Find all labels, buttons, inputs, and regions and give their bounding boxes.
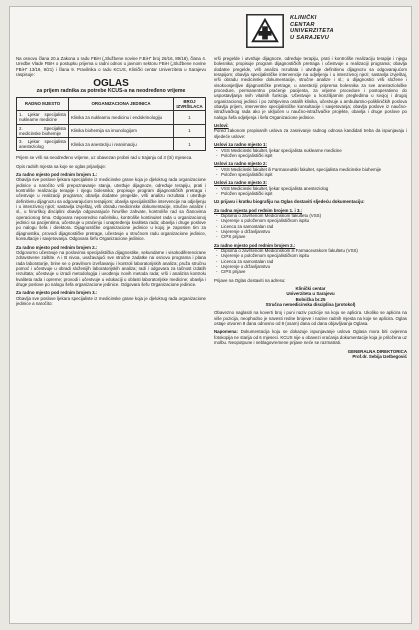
- list-item: - Diploma o završenom Medicinskom fakultetu (VSS): [221, 213, 407, 218]
- rm1-heading: Za radno mjesto pod rednim brojem 1.:: [16, 172, 98, 178]
- list-item: - CIPS prijave: [221, 269, 407, 274]
- uslovi-2-heading: Uslovi za radno mjesto 2:: [214, 161, 267, 167]
- table-row: [17, 137, 206, 150]
- cell-broj: 1: [174, 124, 206, 137]
- header-broj-izvrsilaca: BROJ IZVRŠILACA: [174, 97, 206, 110]
- list-item: - Diploma o završenom Medicinskom ili Farmaceutskom fakultetu (VSS): [221, 248, 407, 253]
- rm1-description: Obavlja sve poslove ljekara specijaliste iz medicinske grane koja je djelokrug rada organizacione jedinice u naročito vrši prepoznavanje stanja, utvrđuje dijagnoze, određuje terapiju, prati i kontroliše realizaciju terapije i njegu bolesnika; propisuje program dijagnostičkih pretraga i učestvuje u realizaciji programa; obavlja dodatne pregelde, vrši analizu rezultata i utvrđuje definitivnu dijagnozu sa odgovarajućom terapijom; obavlja specijalističke intervencije na odjeljenju i u intenzivnoj njezi; sastavlja izvještaj, vrši obradu medicinske dokumentacije, stručne analize i sl., u hirurškoj disciplini obavlja odgovarajuće hirurške zahvate, kontroliše rad sa članovima operacionog tima. Odgovara neposredno načelniku, kontroliše kontinuitet rada u organizacionoj jedinici sa pacijentima, učestvuje u praćenju i unapređenju kvaliteta rada; obavlja i druge poslove po nalogu šefa i direktora. Dijagnostičke organizacione jedinice u kojoj je zaposlen tim za dijagnostiku, provodi dijagnostičke pretrage, učestvuje u stručnom radu organizacione jedinice, konsultacije i savjetovanja. Odgovara šefu Organizacione jedinice.: [16, 177, 206, 242]
- kcus-logo: [246, 12, 376, 52]
- rm2-heading: Za radno mjesto pod rednim brojem 2.:: [16, 244, 98, 250]
- list-item: - Licenca za samostalan rad: [221, 224, 407, 229]
- cell-mjesto: [17, 124, 69, 137]
- header-radno-mjesto: RADNO MJESTO: [17, 97, 69, 110]
- dokumentacija-heading: Uz prijavu i kratku biografiju na Oglas dostaviti sljedeću dokumentaciju:: [214, 199, 365, 205]
- list-item: - Uvjerenje o položenom specijalističkom ispitu: [221, 253, 407, 258]
- logo-line-1: KLINIČKI: [290, 15, 317, 21]
- mjesto-text: Specijalista medicinske biohemije: [19, 125, 66, 136]
- ad-title: OGLAS: [93, 78, 129, 90]
- uslovi-3-list: [214, 186, 407, 197]
- opis-heading: Opis radnih mjesta sa koje se oglas prijavljuje:: [16, 163, 107, 169]
- uslovi-2-list: [214, 167, 407, 178]
- uslovi-heading: Uslovi:: [214, 123, 229, 129]
- logo-line-4: U SARAJEVU: [290, 34, 330, 41]
- signature-name: Prof.dr. Sebija Izetbegović: [352, 353, 407, 359]
- cell-jedinica: Klinika biohemija sa imunologijom: [69, 124, 174, 137]
- predaja-paragraph: Prijave na Oglas dostaviti na adresu:: [214, 277, 286, 283]
- uslovi-3-heading: Uslovi za radno mjesto 3:: [214, 180, 267, 186]
- row-number: 2.: [19, 125, 23, 131]
- list-item: - VSS Medicinski fakultet, ljekar specijalista anesteziolog: [221, 186, 407, 191]
- list-item: - VSS Medicinski fakultet, ljekar specijalista nuklearne medicine: [221, 148, 407, 153]
- address-line: Univerziteta u Sarajevu: [286, 291, 335, 297]
- table-row: [17, 124, 206, 137]
- cell-jedinica: Klinika za nuklearnu medicinu i endokrinologiju: [69, 111, 174, 124]
- list-item: - Položen specijalistički ispit: [221, 172, 407, 177]
- uslovi-1-heading: Uslovi za radno mjesto 1:: [214, 142, 267, 148]
- logo-line-3: UNIVERZITETA: [290, 28, 334, 35]
- list-item: - CIPS prijave: [221, 234, 407, 239]
- cell-broj: 1: [174, 111, 206, 124]
- address-line: Stručna nemedicinska disciplina (protokol): [265, 302, 356, 308]
- list-item: - Položen specijalistički ispit: [221, 153, 407, 158]
- rok-paragraph: Obavezno naglasiti na koverti broj i puni naziv pozicije na koju se aplicira. Ukoliko se aplicira na više pozicija, neophodno je navesti redne brojeve i nazive radnih mjesta na koje se aplicira. Oglas ostaje otvoren 8 dana odnosno od 8 (osam) dana od dana objavljivanja Oglasa.: [214, 310, 407, 327]
- kcus-emblem-icon: [246, 14, 284, 48]
- rm3-continued: vrši pregelde i utvrđuje dijagnoze, određuje terapiju, prati i kontroliše realizaciju terapije i njegu bolesnika; propisuje program dijagnostičkih pretraga i učestvuje u realizaciji programa; obavlja dodatne pregelde, vrši analizu rezultata i utvrđuje definitivnu dijagnozu sa odgovarajućom terapijom; obavlja specijalističke intervencije na odjeljenju i u intenzivnoj njezi; sastavlja izvještaj, vrši obradu medicinske dokumentacije, stručne analize i sl.; u dijagnostici vrši složene i visokoosjetljive dijagnostičke pretrage, u anesteziji priprema bolesnika za sve anesteziološke procedure, permanentno praćenje pacijenta, za vrijeme procedure i postoperativno do uspostavljanja svih vitalnih funkcija. Učestvuje u konzilijarnim pregledima u svojoj i drugoj organizacionoj jedinici i po zahtjevima ostalih klinika, učestvuje u ambulantno-polikliničkih poslova obavlja prijem, interventne specijalističke konsultacije i savjetovanja; obavlja poslove iz naučno-istraživačkog rada ako je uključen u naučno-istraživačke projekte, obavlja i druge poslove po nalogu šefa odjeljenja i šefa Organizacione jedinice.: [214, 56, 407, 120]
- ad-subtitle: za prijem radnika za potrebe KCUS-a na neodređeno vrijeme: [36, 87, 186, 94]
- logo-text: [290, 15, 334, 41]
- dokumentacija-1-list: [214, 213, 407, 240]
- probni-rad-paragraph: Prijem se vrši na neodređeno vrijeme, uz obavezan probni rad u trajanju od 3 (tri) mjeseca.: [16, 155, 193, 161]
- mjesto-text: Ljekar specijalista nuklearne medicine: [19, 112, 66, 123]
- cell-jedinica: Klinika za anesteziju i reanimaciju: [69, 137, 174, 150]
- rm3-heading: Za radno mjesto pod rednim brojem 3.:: [16, 290, 98, 296]
- dokumentacija-2-heading: Za radno mjesto pod rednim brojem 2.:: [214, 242, 296, 248]
- address-line: Bolnička br.25: [295, 296, 326, 302]
- rm2-description: Odgovorno učestvuje na poslovima specijalistička dijagnostike, sekundarne i visokodiferencirane zdravstvene zaštite. A i B nivoa, uvažavajući sve stručne zadatke na osnovu programa i plana rada laboratorije, brine se o pravilnom izvršavanju i kontroli laboratorijskih analiza; pruža stručnu pomoć i učestvuje u obradi složenijih laboratorijskih analiza; radi i odgovara za tačnost izdatih rezultata; učestvuje u izradi metodologija i uvođenju novih metoda rada; vrši i analizira kontrolu kvaliteta rada i opreme; provodi i učestvuje u edukaciji u oblasti laboratorijske medicine; obavlja i druge poslove po nalogu šefa organizacione jedinice. Odgovara šefu Organizacione jedinice.: [16, 249, 206, 287]
- uslovi-paragraph: Pored zakonom propisanih uslova za zasnivanje radnog odnosa kandidati treba da ispunjavaju i sljedeće uslove:: [214, 128, 407, 139]
- uslovi-1-list: [214, 148, 407, 159]
- dokumentacija-1-heading: Za radna mjesta pod rednim brojem 1. i 3.:: [214, 207, 303, 213]
- list-item: - Uvjerenje o položenom specijalističkom ispitu: [221, 218, 407, 223]
- positions-table: [16, 97, 206, 152]
- signature-block: [214, 349, 407, 360]
- rm3-description: Obavlja sve poslove ljekara specijaliste iz medicinske grane koja je djelokrug rada organizacione jedinice a naročito:: [16, 295, 206, 306]
- row-number: 1.: [19, 112, 23, 118]
- cell-mjesto: [17, 111, 69, 124]
- napomena-text: Dokumentacija koju se dokazuje ispunjavanje uslova Oglasa mora biti ovjerena fotokopija ne starija od 6 mjeseci. KCUS nije u obavezi vraćanja dokumentacije koja je priložena uz molbu. Neopotpune i neblagovremene prijave neće se razmatrati.: [214, 329, 407, 346]
- mjesto-text: Ljekar specijalista anesteziolog: [19, 138, 66, 150]
- address-block: [214, 286, 407, 307]
- cell-mjesto: [17, 137, 69, 150]
- list-item: - Položen specijalistički ispit: [221, 191, 407, 196]
- signature-title: GENERALNA DIREKTORICA: [347, 348, 407, 354]
- table-header-row: [17, 97, 206, 110]
- list-item: - Licenca za samostalan rad: [221, 259, 407, 264]
- header-organizaciona-jedinica: ORGANIZACIONA JEDINICA: [69, 97, 174, 110]
- address-line: Klinički centar: [295, 286, 326, 292]
- list-item: - Uvjerenje o državljanstvu: [221, 229, 407, 234]
- napomena-label: Napomena:: [214, 329, 238, 335]
- intro-paragraph: Na osnovu člana 20.a Zakona o radu FBiH („Službene novine F.BiH" broj 26/16, 89/18), člana 4. Uredbe Vlade FBiH o postupku prijema u radni odnos u javnom sektoru FBiH („Službene novine FBiH" 13/19, 9/21) i člana 9. Pravilnika o radu KCUS, Klinički centar Univerziteta u Sarajevu raspisuje:: [16, 56, 206, 78]
- row-number: 3.: [19, 138, 23, 144]
- table-row: [17, 111, 206, 124]
- newspaper-ad: [9, 6, 412, 624]
- right-column: [214, 56, 407, 359]
- dokumentacija-2-list: [214, 248, 407, 275]
- list-item: - VSS Medicinski fakultet ili Farmaceutski fakultet, specijalista medicinske biohemije: [221, 167, 407, 172]
- napomena-paragraph: [214, 329, 407, 345]
- cell-broj: 1: [174, 137, 206, 150]
- left-column: [16, 56, 206, 309]
- list-item: - Uvjerenje o državljanstvu: [221, 264, 407, 269]
- logo-line-2: CENTAR: [290, 21, 315, 28]
